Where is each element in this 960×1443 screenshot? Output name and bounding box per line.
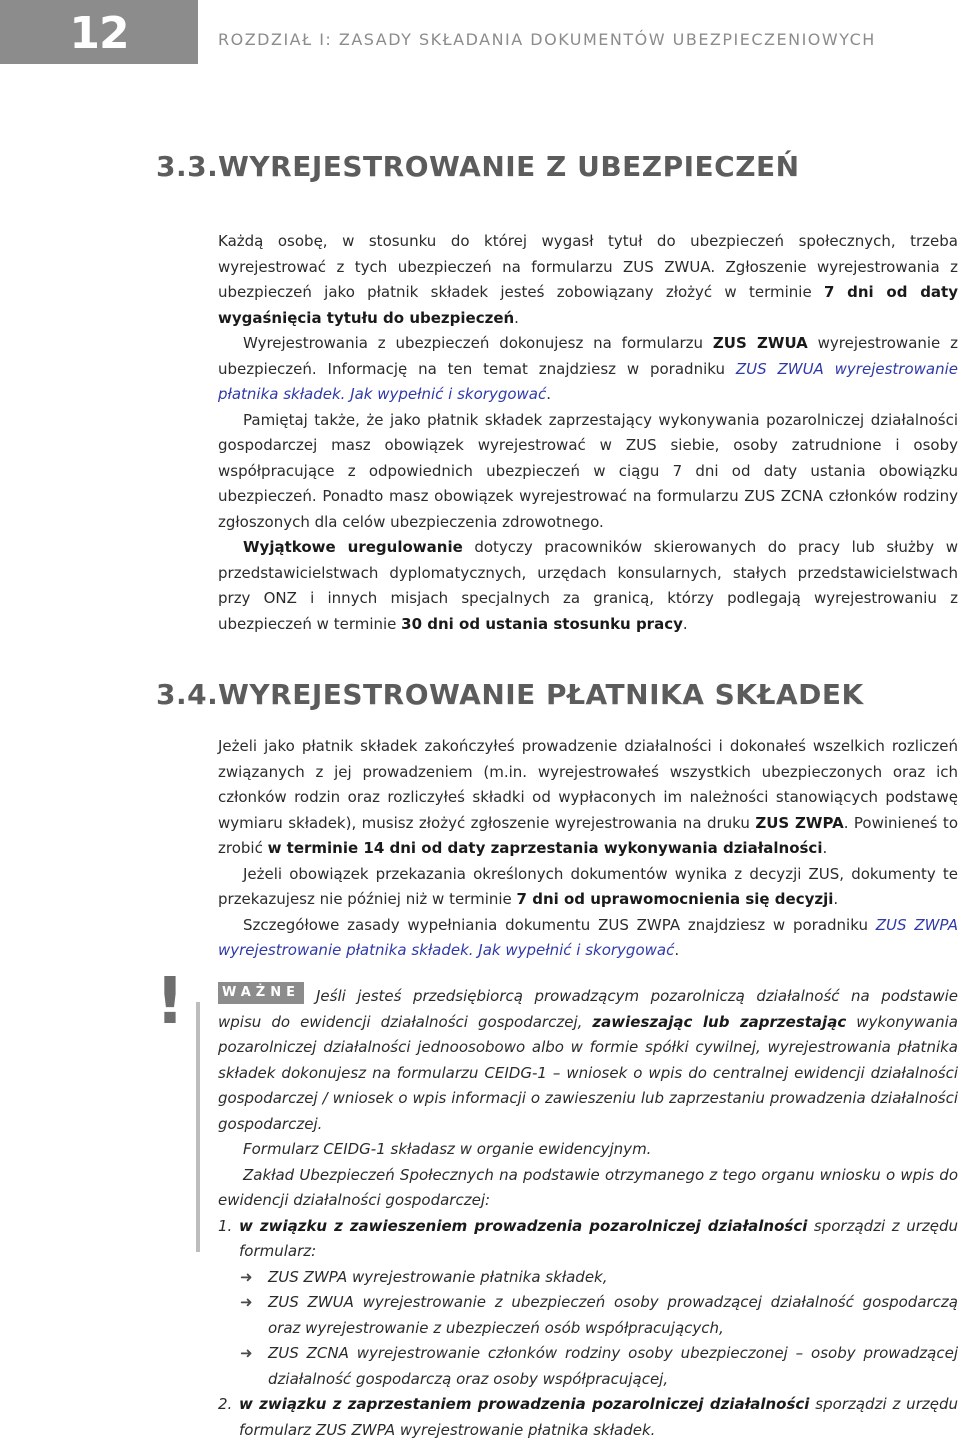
paragraph [218,535,958,637]
bullet-item [218,1265,958,1291]
section-heading-3-4 [156,678,864,711]
bold-text: w związku z zaprzestaniem prowadzenia pozarolniczej działalności [239,1395,810,1413]
section-3-3-body [218,229,958,637]
bold-text: w związku z zawieszeniem prowadzenia pozarolniczej działalności [239,1216,808,1235]
page-number: 12 [69,8,129,59]
important-note [142,965,958,1442]
arrow-right-icon: ➜ [240,1344,253,1362]
arrow-right-icon: ➜ [240,1267,253,1286]
bold-text: 7 dni od daty wygaśnięcia tytułu do ubezpieczeń [218,283,958,327]
text: Wyrejestrowania z ubezpieczeń dokonujesz na formularzu [243,334,713,352]
bold-text: 30 dni od ustania stosunku pracy [401,614,683,633]
bullet-item [218,1290,958,1341]
text: Szczegółowe zasady wypełniania dokumentu ZUS ZWPA znajdziesz w poradniku [243,915,876,934]
text: Jeżeli jako płatnik składek zakończyłeś prowadzenie działalności i dokonałeś wszelkich rozliczeń związanych z jej prowadzeniem (m.in. wyrejestrowałeś wszystkich ubezpieczonych oraz ich członków rodzin oraz rozliczyłeś składki od wypłaconych im należności stanowiących podstawę wymiaru składek), musisz złożyć zgłoszenie wyrejestrowania na druku [218,737,958,832]
text: ZUS ZWUA wyrejestrowanie z ubezpieczeń osoby prowadzącej działalność gospodarczą oraz wyrejestrowanie z ubezpieczeń osób współpracujących, [268,1293,958,1337]
important-badge: WAŻNE [218,982,304,1004]
section-number: 3.3. [156,150,219,183]
text: . [546,385,552,403]
paragraph: Formularz CEIDG-1 składasz w organie ewidencyjnym. [243,1140,652,1158]
guide-link[interactable]: ZUS ZWUA wyrejestrowanie płatnika składek. Jak wypełnić i skorygować [218,359,958,403]
text: ZUS ZWPA wyrejestrowanie płatnika składek, [268,1267,608,1286]
section-title: WYREJESTROWANIE Z UBEZPIECZEŃ [218,150,800,183]
bold-text: ZUS ZWPA [755,813,844,832]
text: Każdą osobę, w stosunku do której wygasł tytuł do ubezpieczeń społecznych, trzeba wyrejestrować z tych ubezpieczeń na formularzu ZUS ZWUA. Zgłoszenie wyrejestrowania z ubezpieczeń jako płatnik składek jesteś zobowiązany złożyć w terminie [218,232,958,301]
bold-text: Wyjątkowe uregulowanie [243,538,463,556]
paragraph: Pamiętaj także, że jako płatnik składek zaprzestający wykonywania pozarolniczej działalności gospodarczej masz obowiązek wyrejestrować w ZUS siebie, osoby zatrudnione i osoby współpracujące z odpowiednich ubezpieczeń w ciągu 7 dni od daty ustania obowiązku ubezpieczeń. Ponadto masz obowiązek wyrejestrować na formularzu ZUS ZCNA członków rodziny zgłoszonych dla celów ubezpieczenia zdrowotnego. [218,410,958,531]
chapter-title: ROZDZIAŁ I: ZASADY SKŁADANIA DOKUMENTÓW UBEZPIECZENIOWYCH [218,30,876,49]
text: dotyczy pracowników skierowanych do pracy lub służby w przedstawicielstwach dyplomatycznych, urzędach konsularnych, stałych przedstawicielstwach przy ONZ i innych misjach specjalnych za granicą, którzy podlegają wyrejestrowaniu z ubezpieczeń w terminie [218,538,958,633]
list-marker: 1. [218,1216,233,1235]
section-number: 3.4. [156,678,219,711]
section-3-4-body [218,734,958,964]
text: sporządzi z urzędu formularz: [239,1216,958,1260]
paragraph [218,734,958,862]
text: . [822,839,828,857]
important-text [218,984,958,1443]
text: . Powinieneś to zrobić [218,813,958,857]
text: wyrejestrowanie z ubezpieczeń. Informację na ten temat znajdziesz w poradniku [218,334,958,378]
paragraph [218,913,958,964]
bullet-item [218,1341,958,1392]
bold-text: ZUS ZWUA [712,334,808,352]
paragraph [218,331,958,408]
paragraph [218,862,958,913]
page-number-tab [0,0,198,64]
list-item [218,1392,958,1443]
text: sporządzi z urzędu formularz ZUS ZWPA wyrejestrowanie płatnika składek. [239,1395,958,1439]
list-item [218,1214,958,1265]
text: . [682,614,688,633]
paragraph [218,984,958,1137]
text: . [514,308,519,327]
paragraph [218,229,958,331]
arrow-right-icon: ➜ [240,1293,253,1311]
text: ZUS ZCNA wyrejestrowanie członków rodziny osoby ubezpieczonej – osoby prowadzącej działalność gospodarczą oraz osoby współpracującej, [268,1344,958,1388]
list-marker: 2. [218,1395,233,1413]
text: Jeżeli obowiązek przekazania określonych dokumentów wynika z decyzji ZUS, dokumenty te przekazujesz nie później niż w terminie [218,864,958,908]
guide-link[interactable]: ZUS ZWPA wyrejestrowanie płatnika składek. Jak wypełnić i skorygować [218,915,958,959]
text: wykonywania pozarolniczej działalności jednoosobowo albo w formie spółki cywilnej, wyrejestrowania płatnika składek dokonujesz na formularzu CEIDG-1 – wniosek o wpis do centralnej ewidencji działalności gospodarczej / wniosek o wpis informacji o zawieszeniu lub zaprzestaniu prowadzenia działalności gospodarczej. [218,1012,958,1133]
exclamation-icon: ! [155,965,185,1039]
section-title: WYREJESTROWANIE PŁATNIKA SKŁADEK [218,678,864,711]
paragraph: Zakład Ubezpieczeń Społecznych na podstawie otrzymanego z tego organu wniosku o wpis do ewidencji działalności gospodarczej: [218,1165,958,1209]
text: . [674,941,680,959]
note-divider [196,1002,200,1252]
text: . [833,890,839,908]
text: Jeśli jesteś przedsiębiorcą prowadzącym pozarolniczą działalność na podstawie wpisu do ewidencji działalności gospodarczej, [218,987,958,1031]
section-heading-3-3 [156,150,800,183]
bold-text: zawieszając lub zaprzestając [592,1012,847,1031]
bold-text: 7 dni od uprawomocnienia się decyzji [516,890,834,908]
bold-text: w terminie 14 dni od daty zaprzestania wykonywania działalności [267,839,823,857]
